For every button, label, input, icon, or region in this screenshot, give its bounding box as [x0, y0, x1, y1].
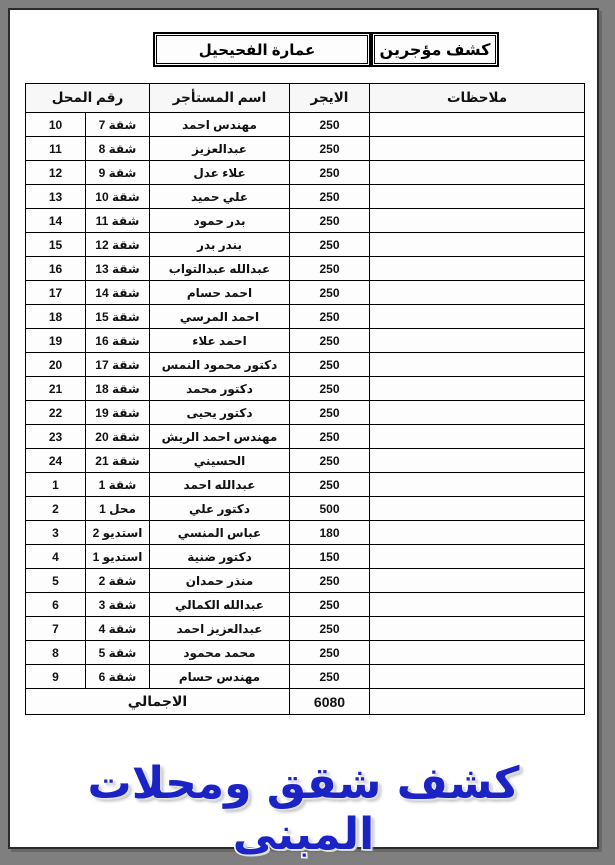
cell-unit-label: شقة 7: [86, 113, 150, 137]
cell-shop-number: 4: [25, 545, 85, 569]
table-row: [25, 569, 584, 593]
table-row: [25, 401, 584, 425]
cell-unit-label: شقة 5: [86, 641, 150, 665]
table-footer: [25, 689, 584, 715]
cell-unit-label: شقة 3: [86, 593, 150, 617]
table-row: [25, 185, 584, 209]
document-title-bar: [151, 32, 499, 67]
cell-rent: 250: [290, 209, 370, 233]
footer-wordart-heading: [10, 758, 597, 860]
cell-notes: [370, 497, 585, 521]
cell-notes: [370, 569, 585, 593]
cell-tenant-name: عبدالله عبدالتواب: [150, 257, 290, 281]
cell-unit-label: شقة 21: [86, 449, 150, 473]
cell-tenant-name: مهندس احمد الريش: [150, 425, 290, 449]
cell-rent: 250: [290, 377, 370, 401]
table-row: [25, 449, 584, 473]
cell-tenant-name: عبدالعزيز: [150, 137, 290, 161]
cell-notes: [370, 593, 585, 617]
cell-shop-number: 15: [25, 233, 85, 257]
cell-notes: [370, 185, 585, 209]
table-row: [25, 281, 584, 305]
cell-shop-number: 9: [25, 665, 85, 689]
cell-tenant-name: الحسيني: [150, 449, 290, 473]
footer-wordart-text: كشف شقق ومحلات المبنى: [87, 758, 520, 860]
cell-tenant-name: محمد محمود: [150, 641, 290, 665]
cell-shop-number: 5: [25, 569, 85, 593]
cell-shop-number: 20: [25, 353, 85, 377]
tenants-table: [25, 83, 585, 715]
column-header-tenant: اسم المستأجر: [150, 84, 290, 113]
cell-tenant-name: علاء عدل: [150, 161, 290, 185]
cell-rent: 250: [290, 449, 370, 473]
document-main-title: [371, 32, 499, 67]
cell-shop-number: 21: [25, 377, 85, 401]
cell-tenant-name: بندر بدر: [150, 233, 290, 257]
cell-rent: 250: [290, 401, 370, 425]
table-row: [25, 353, 584, 377]
cell-rent: 250: [290, 617, 370, 641]
cell-notes: [370, 641, 585, 665]
cell-shop-number: 14: [25, 209, 85, 233]
cell-unit-label: شقة 6: [86, 665, 150, 689]
cell-unit-label: شقة 10: [86, 185, 150, 209]
cell-rent: 250: [290, 473, 370, 497]
cell-shop-number: 13: [25, 185, 85, 209]
cell-tenant-name: مهندس حسام: [150, 665, 290, 689]
cell-shop-number: 3: [25, 521, 85, 545]
cell-notes: [370, 329, 585, 353]
tenants-table-container: [26, 83, 585, 715]
table-row: [25, 329, 584, 353]
table-row: [25, 641, 584, 665]
cell-unit-label: استديو 2: [86, 521, 150, 545]
cell-notes: [370, 353, 585, 377]
cell-rent: 250: [290, 329, 370, 353]
table-row: [25, 113, 584, 137]
cell-tenant-name: دكتور يحيى: [150, 401, 290, 425]
document-page: [8, 8, 599, 860]
cell-notes: [370, 449, 585, 473]
cell-tenant-name: احمد حسام: [150, 281, 290, 305]
cell-unit-label: شقة 20: [86, 425, 150, 449]
cell-rent: 250: [290, 593, 370, 617]
cell-rent: 250: [290, 185, 370, 209]
table-row: [25, 473, 584, 497]
cell-unit-label: شقة 16: [86, 329, 150, 353]
column-header-shop-number: رقم المحل: [25, 84, 149, 113]
cell-unit-label: شقة 13: [86, 257, 150, 281]
cell-tenant-name: احمد المرسي: [150, 305, 290, 329]
cell-notes: [370, 545, 585, 569]
cell-tenant-name: عباس المنسي: [150, 521, 290, 545]
cell-notes: [370, 425, 585, 449]
column-header-rent: الايجر: [290, 84, 370, 113]
cell-shop-number: 18: [25, 305, 85, 329]
table-row: [25, 617, 584, 641]
cell-shop-number: 12: [25, 161, 85, 185]
cell-shop-number: 10: [25, 113, 85, 137]
cell-tenant-name: عبدالله الكمالي: [150, 593, 290, 617]
cell-tenant-name: دكتور محمود النمس: [150, 353, 290, 377]
document-sub-title: [153, 32, 371, 67]
cell-notes: [370, 665, 585, 689]
table-row: [25, 137, 584, 161]
cell-shop-number: 2: [25, 497, 85, 521]
cell-tenant-name: عبدالله احمد: [150, 473, 290, 497]
cell-notes: [370, 113, 585, 137]
sub-title-text: عمارة الفحيحيل: [198, 41, 316, 59]
cell-notes: [370, 401, 585, 425]
total-value: 6080: [290, 689, 370, 715]
cell-rent: 250: [290, 665, 370, 689]
cell-rent: 250: [290, 233, 370, 257]
cell-unit-label: شقة 12: [86, 233, 150, 257]
cell-unit-label: شقة 11: [86, 209, 150, 233]
cell-rent: 250: [290, 569, 370, 593]
cell-unit-label: شقة 9: [86, 161, 150, 185]
cell-rent: 250: [290, 257, 370, 281]
cell-shop-number: 24: [25, 449, 85, 473]
cell-unit-label: استديو 1: [86, 545, 150, 569]
cell-unit-label: شقة 8: [86, 137, 150, 161]
cell-shop-number: 16: [25, 257, 85, 281]
table-row: [25, 377, 584, 401]
main-title-text: كشف مؤجرين: [379, 41, 491, 59]
total-label: الاجمالي: [25, 689, 289, 715]
cell-rent: 250: [290, 161, 370, 185]
cell-rent: 250: [290, 137, 370, 161]
cell-tenant-name: عبدالعزيز احمد: [150, 617, 290, 641]
cell-rent: 250: [290, 281, 370, 305]
cell-notes: [370, 305, 585, 329]
cell-notes: [370, 161, 585, 185]
cell-unit-label: شقة 15: [86, 305, 150, 329]
cell-shop-number: 11: [25, 137, 85, 161]
cell-unit-label: محل 1: [86, 497, 150, 521]
cell-rent: 250: [290, 113, 370, 137]
cell-shop-number: 8: [25, 641, 85, 665]
table-row: [25, 257, 584, 281]
cell-notes: [370, 281, 585, 305]
cell-rent: 180: [290, 521, 370, 545]
table-row: [25, 425, 584, 449]
cell-unit-label: شقة 1: [86, 473, 150, 497]
cell-unit-label: شقة 18: [86, 377, 150, 401]
table-row: [25, 593, 584, 617]
cell-notes: [370, 377, 585, 401]
cell-notes: [370, 209, 585, 233]
cell-notes: [370, 521, 585, 545]
table-header-row: [25, 84, 584, 113]
cell-shop-number: 19: [25, 329, 85, 353]
cell-notes: [370, 233, 585, 257]
cell-tenant-name: منذر حمدان: [150, 569, 290, 593]
table-row: [25, 665, 584, 689]
table-header: [25, 84, 584, 113]
table-row: [25, 161, 584, 185]
cell-shop-number: 22: [25, 401, 85, 425]
table-row: [25, 233, 584, 257]
cell-tenant-name: دكتور علي: [150, 497, 290, 521]
cell-rent: 150: [290, 545, 370, 569]
cell-rent: 250: [290, 353, 370, 377]
cell-unit-label: شقة 4: [86, 617, 150, 641]
column-header-notes: ملاحظات: [370, 84, 585, 113]
table-row: [25, 521, 584, 545]
cell-tenant-name: دكتور محمد: [150, 377, 290, 401]
cell-rent: 500: [290, 497, 370, 521]
cell-notes: [370, 617, 585, 641]
table-body: [25, 113, 584, 689]
cell-tenant-name: بدر حمود: [150, 209, 290, 233]
table-row: [25, 545, 584, 569]
cell-tenant-name: مهندس احمد: [150, 113, 290, 137]
cell-notes: [370, 137, 585, 161]
cell-shop-number: 17: [25, 281, 85, 305]
cell-shop-number: 6: [25, 593, 85, 617]
cell-tenant-name: احمد علاء: [150, 329, 290, 353]
table-row: [25, 497, 584, 521]
cell-unit-label: شقة 14: [86, 281, 150, 305]
cell-tenant-name: علي حميد: [150, 185, 290, 209]
cell-shop-number: 23: [25, 425, 85, 449]
cell-notes: [370, 473, 585, 497]
table-row: [25, 305, 584, 329]
table-row: [25, 209, 584, 233]
cell-rent: 250: [290, 641, 370, 665]
cell-unit-label: شقة 2: [86, 569, 150, 593]
cell-unit-label: شقة 19: [86, 401, 150, 425]
cell-shop-number: 7: [25, 617, 85, 641]
cell-rent: 250: [290, 305, 370, 329]
cell-shop-number: 1: [25, 473, 85, 497]
cell-rent: 250: [290, 425, 370, 449]
total-row: [25, 689, 584, 715]
cell-tenant-name: دكتور ضنية: [150, 545, 290, 569]
total-notes-cell: [370, 689, 585, 715]
cell-unit-label: شقة 17: [86, 353, 150, 377]
cell-notes: [370, 257, 585, 281]
